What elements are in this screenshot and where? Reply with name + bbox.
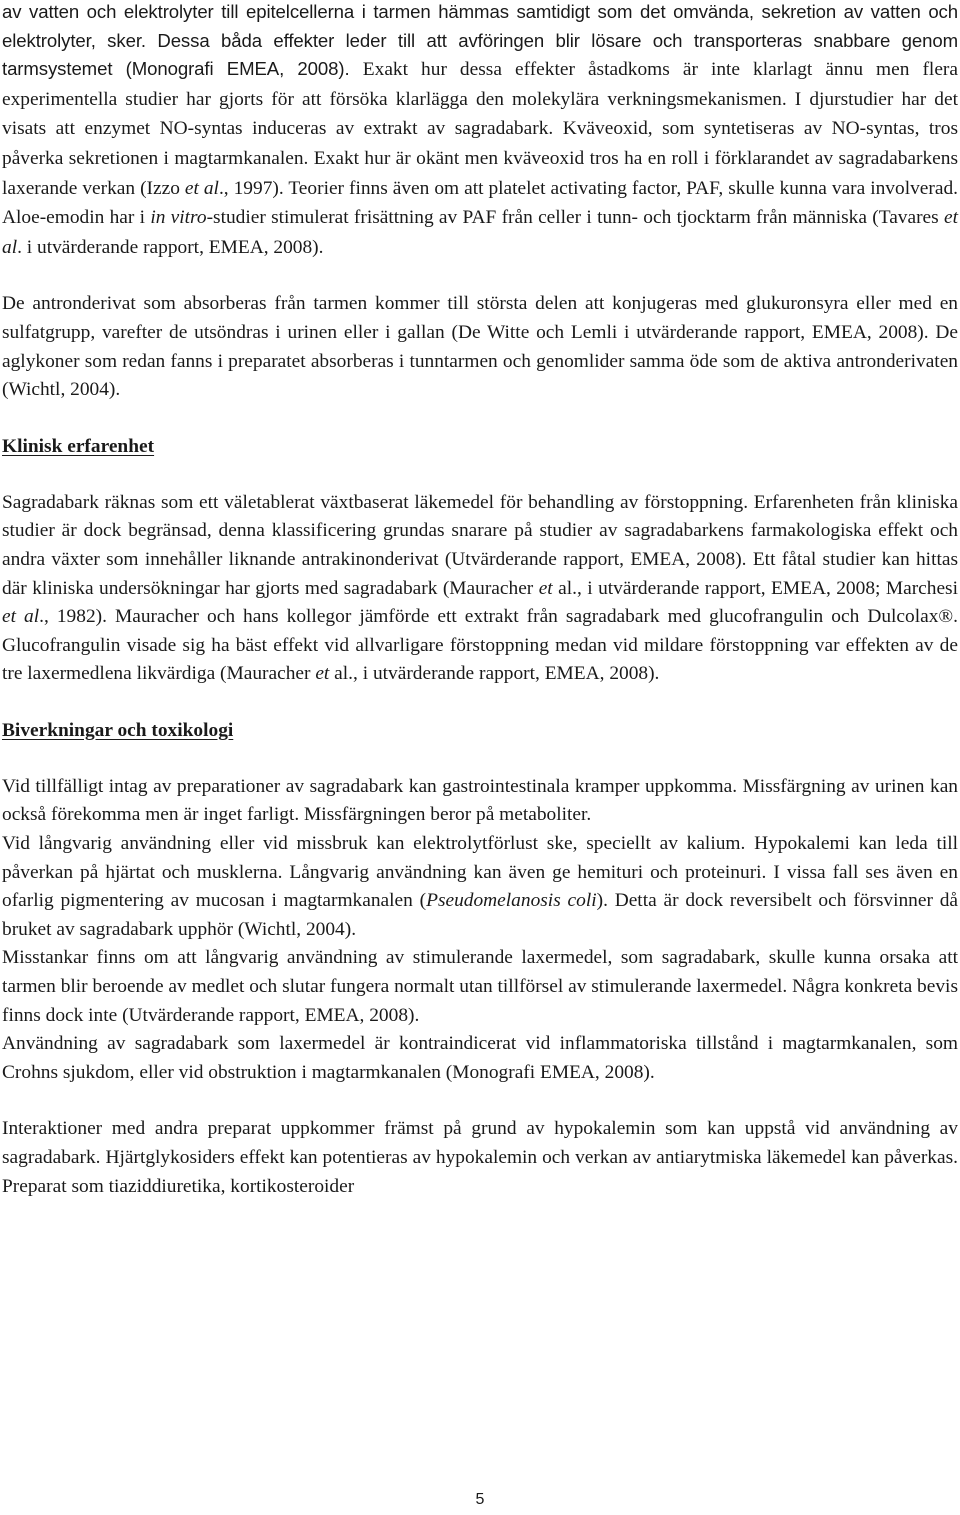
italic-text: et <box>538 577 553 599</box>
paragraph-text: al., i utvärderande rapport, EMEA, 2008). <box>329 663 660 685</box>
paragraph-text: ., 1982). Mauracher och hans kollegor jämförde ett extrakt från sagradabark med glucofrangulin och Dulcolax®. Glucofrangulin visade sig ha bäst effekt vid allvarligare förstoppning medan vid mildare förstoppning var effekten av de tre laxermedlena likvärdiga (Mauracher <box>2 606 958 685</box>
spacer <box>2 262 958 290</box>
paragraph-long-term-effects <box>2 830 958 944</box>
paragraph-text: Vid långvarig användning eller vid missbruk kan elektrolytförlust ske, speciellt av kalium. Hypokalemi kan leda till påverkan på hjärtat och musklerna. Långvarig användning kan även ge hemituri och proteinuri. I vissa fall ses även en ofarlig pigmentering av mucosan i magtarmkanalen ( <box>2 833 958 912</box>
italic-text: in vitro <box>150 207 207 229</box>
paragraph-interactions: Interaktioner med andra preparat uppkommer främst på grund av hypokalemin som kan uppstå vid användning av sagradabark. Hjärtglykosiders effekt kan potentieras av hypokalemin och verkan av antiarytmiska läkemedel kan påverkas. Preparat som tiaziddiuretika, kortikosteroider <box>2 1118 958 1197</box>
spacer <box>2 1087 958 1115</box>
paragraph-mechanism-intro <box>2 0 958 262</box>
paragraph-text: -studier stimulerat frisättning av PAF från celler i tunn- och tjocktarm från människa (Tavares <box>206 207 944 229</box>
spacer <box>2 405 958 433</box>
spacer <box>2 689 958 717</box>
italic-text: et al <box>184 177 219 199</box>
italic-text: et al <box>2 207 958 258</box>
paragraph-text: ). Detta är dock reversibelt och försvinner då bruket av sagradabark upphör (Wichtl, 2004). <box>2 890 958 940</box>
italic-text: Pseudomelanosis coli <box>426 890 597 912</box>
paragraph-text: al., i utvärderande rapport, EMEA, 2008; Marchesi <box>552 577 958 599</box>
paragraph-text: . i utvärderande rapport, EMEA, 2008). <box>17 236 324 258</box>
spacer <box>2 745 958 773</box>
paragraph-metabolism: De antronderivat som absorberas från tarmen kommer till största delen att konjugeras med glukuronsyra eller med en sulfatgrupp, varefter de utsöndras i urinen eller i gallan (De Witte och Lemli i utvärderande rapport, EMEA, 2008). De aglykoner som redan fanns i preparatet absorberas i tunntarmen och genomlider samma öde som de aktiva antronderivaten (Wichtl, 2004). <box>2 293 958 401</box>
spacer <box>2 461 958 489</box>
paragraph-text: Sagradabark räknas som ett väletablerat växtbaserat läkemedel för behandling av förstoppning. Erfarenheten från kliniska studier är dock begränsad, denna klassificering grundas snarare på studier av sagradabarkens farmakologiska effekt och andra växter som innehåller liknande antrakinonderivat (Utvärderande rapport, EMEA, 2008). Ett fåtal studier kan hittas där kliniska undersökningar har gjorts med sagradabark (Mauracher <box>2 491 958 599</box>
italic-text: et <box>315 663 330 685</box>
page-number: 5 <box>475 1491 485 1508</box>
paragraph-contraindications: Användning av sagradabark som laxermedel är kontraindicerat vid inflammatoriska tillstånd i magtarmkanalen, som Crohns sjukdom, eller vid obstruktion i magtarmkanalen (Monografi EMEA, 2008). <box>2 1033 958 1083</box>
paragraph-short-term-effects: Vid tillfälligt intag av preparationer av sagradabark kan gastrointestinala kramper uppkomma. Missfärgning av urinen kan också förekomma men är inget farligt. Missfärgningen beror på metaboliter. <box>2 775 958 826</box>
paragraph-text: Exakt hur dessa effekter åstadkoms är inte klarlagt ännu men flera experimentella studier har gjorts för att försöka klarlägga den molekylära verkningsmekanismen. I djurstudier har det visats att enzymet NO-syntas induceras av extrakt av sagradabark. Kväveoxid, som syntetiseras av NO-syntas, tros påverka sekretionen i magtarmkanalen. Exakt hur är okänt men kväveoxid tros ha en roll i förklarandet av sagradabarkens laxerande verkan (Izzo <box>2 59 958 199</box>
section-heading-side-effects: Biverkningar och toxikologi <box>2 719 234 741</box>
paragraph-dependency: Misstankar finns om att långvarig användning av stimulerande laxermedel, som sagradabark, skulle kunna orsaka att tarmen blir beroende av medlet och slutar fungera normalt utan tillförsel av stimulerande laxermedel. Några konkreta bevis finns dock inte (Utvärderande rapport, EMEA, 2008). <box>2 947 958 1026</box>
italic-text: et al <box>2 606 40 628</box>
paragraph-text: ., 1997). Teorier finns även om att platelet activating factor, PAF, skulle kunna vara involverad. Aloe-emodin har i <box>2 177 958 229</box>
paragraph-clinical-experience <box>2 489 958 689</box>
paragraph-text: av vatten och elektrolyter till epitelcellerna i tarmen hämmas samtidigt som det omvända, sekretion av vatten och elektrolyter, sker. Dessa båda effekter leder till att avföringen blir lösare och transporteras snabbare genom tarmsystemet (Monografi EMEA, 2008). <box>2 1 958 80</box>
section-heading-clinical-experience: Klinisk erfarenhet <box>2 435 155 457</box>
